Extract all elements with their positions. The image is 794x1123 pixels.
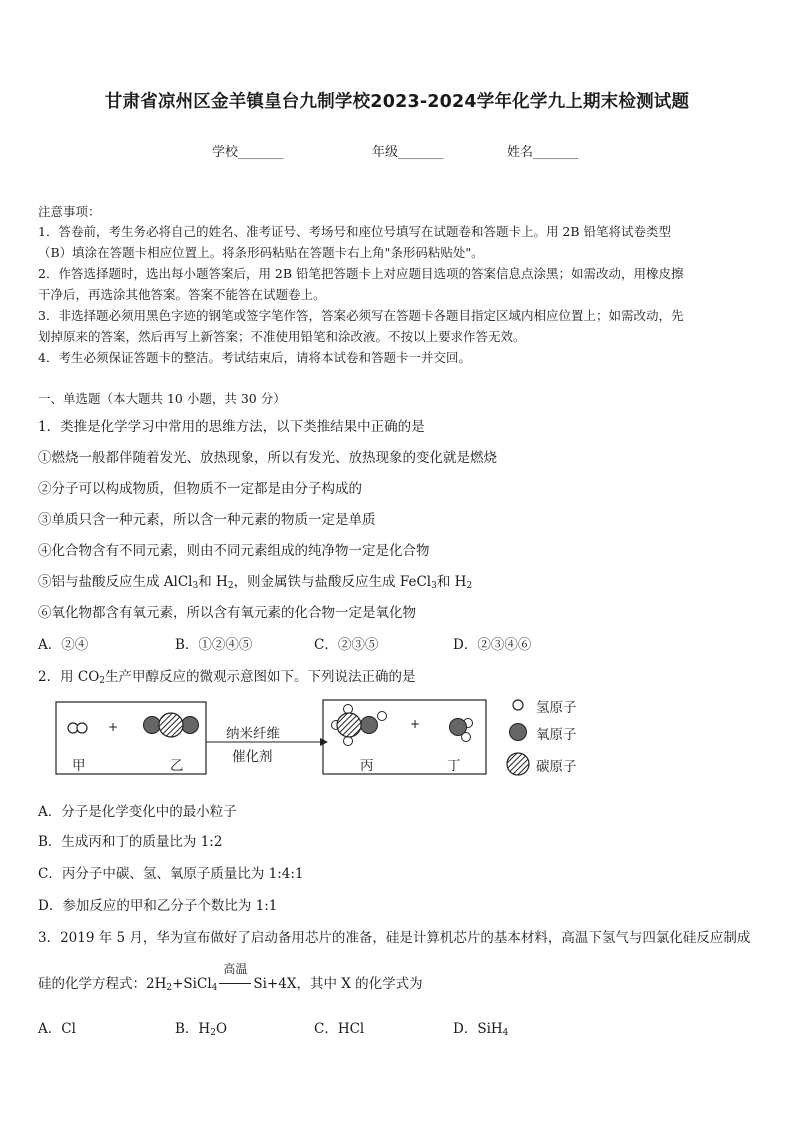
- note-line: 3．非选择题必须用黑色字迹的钢笔或签字笔作答，答案必须写在答题卡各题目指定区域内相应位置上；如需改动，先: [38, 308, 684, 323]
- note-line: 2．作答选择题时，选出每小题答案后，用 2B 铅笔把答题卡上对应题目选项的答案信息点涂黑；如需改动，用橡皮擦: [38, 266, 684, 281]
- q3-option-a: A．Cl: [38, 1021, 76, 1037]
- section-heading: 一、单选题（本大题共 10 小题，共 30 分）: [38, 391, 286, 406]
- q1-statement-2: ②分子可以构成物质，但物质不一定都是由分子构成的: [38, 481, 362, 497]
- legend-hydrogen-symbol: [513, 700, 523, 710]
- name-field: 姓名_______: [507, 145, 579, 160]
- q2-option-c: C．丙分子中碳、氢、氧原子质量比为 1:4:1: [38, 866, 304, 882]
- legend-carbon-label: 碳原子: [536, 759, 577, 775]
- q1-statement-5: ⑤铝与盐酸反应生成 AlCl$_3$和 $H_2$，则金属铁与盐酸反应生成 FeCl$_3$和 $H_2$: [38, 574, 473, 591]
- label-jia: 甲: [72, 758, 86, 774]
- legend-oxygen-label: 氧原子: [536, 727, 577, 743]
- h2-molecule: [68, 723, 87, 733]
- label-yi: 乙: [170, 758, 184, 774]
- catalyst-label-bottom: 催化剂: [232, 749, 273, 765]
- note-line: 划掉原来的答案，然后再写上新答案；不准使用铅笔和涂改液。不按以上要求作答无效。: [38, 329, 526, 344]
- q1-statement-6: ⑥氧化物都含有氧元素，所以含有氧元素的化合物一定是氧化物: [38, 605, 416, 621]
- q3-option-d: D．SiH$_4$: [453, 1021, 509, 1038]
- q1-option-c: C．②③⑤: [314, 637, 379, 653]
- q1-option-a: A．②④: [38, 637, 89, 653]
- q2-option-a: A．分子是化学变化中的最小粒子: [38, 804, 237, 820]
- note-line: 4．考生必须保证答题卡的整洁。考试结束后，请将本试卷和答题卡一并交回。: [38, 350, 471, 365]
- legend-hydrogen-label: 氢原子: [536, 700, 577, 716]
- q1-statement-4: ④化合物含有不同元素，则由不同元素组成的纯净物一定是化合物: [38, 543, 430, 559]
- legend-carbon-symbol: [507, 753, 529, 775]
- co2-molecule: [144, 713, 199, 737]
- label-bing: 丙: [360, 758, 374, 774]
- legend-oxygen-symbol: [510, 724, 527, 741]
- q3-equation: 硅的化学方程式：$2H_2+SiCl_4$ 高温 Si+4X，其中 X 的化学式为: [38, 962, 423, 993]
- label-ding: 丁: [447, 758, 461, 774]
- grade-field: 年级_______: [372, 145, 444, 160]
- plus-sign-right: +: [410, 717, 421, 731]
- catalyst-label-top: 纳米纤维: [226, 726, 280, 742]
- q1-statement-3: ③单质只含一种元素，所以含一种元素的物质一定是单质: [38, 512, 376, 528]
- q2-stem: 2．用 $CO_2$生产甲醇反应的微观示意图如下。下列说法正确的是: [38, 669, 416, 686]
- q3-option-b: B．$H_2O$: [175, 1021, 228, 1038]
- reaction-diagram: [40, 692, 600, 792]
- q3-option-c: C．HCl: [314, 1021, 365, 1037]
- plus-sign-left: +: [108, 720, 119, 734]
- q2-option-d: D．参加反应的甲和乙分子个数比为 1:1: [38, 898, 278, 914]
- ch3oh-molecule: [332, 705, 387, 746]
- q1-option-d: D．②③④⑥: [453, 637, 532, 653]
- q1-stem: 1．类推是化学学习中常用的思维方法，以下类推结果中正确的是: [38, 419, 425, 435]
- notes-heading: 注意事项：: [38, 204, 101, 219]
- note-line: （B）填涂在答题卡相应位置上。将条形码粘贴在答题卡右上角"条形码粘贴处"。: [38, 245, 484, 260]
- q3-stem: 3．2019 年 5 月，华为宣布做好了启动备用芯片的准备，硅是计算机芯片的基本材料，高温下氢气与四氯化硅反应制成: [38, 930, 751, 946]
- q1-option-b: B．①②④⑤: [175, 637, 253, 653]
- equation-condition: 高温: [219, 976, 251, 992]
- note-line: 干净后，再选涂其他答案。答案不能答在试题卷上。: [38, 287, 326, 302]
- q1-statement-1: ①燃烧一般都伴随着发光、放热现象，所以有发光、放热现象的变化就是燃烧: [38, 450, 497, 466]
- school-field: 学校_______: [212, 145, 284, 160]
- page-title: 甘肃省凉州区金羊镇皇台九制学校2023-2024学年化学九上期末检测试题: [104, 92, 690, 112]
- q2-option-b: B．生成丙和丁的质量比为 1:2: [38, 834, 223, 850]
- note-line: 1．答卷前，考生务必将自己的姓名、准考证号、考场号和座位号填写在试题卷和答题卡上。用 2B 铅笔将试卷类型: [38, 224, 672, 239]
- h2o-molecule: [450, 719, 473, 742]
